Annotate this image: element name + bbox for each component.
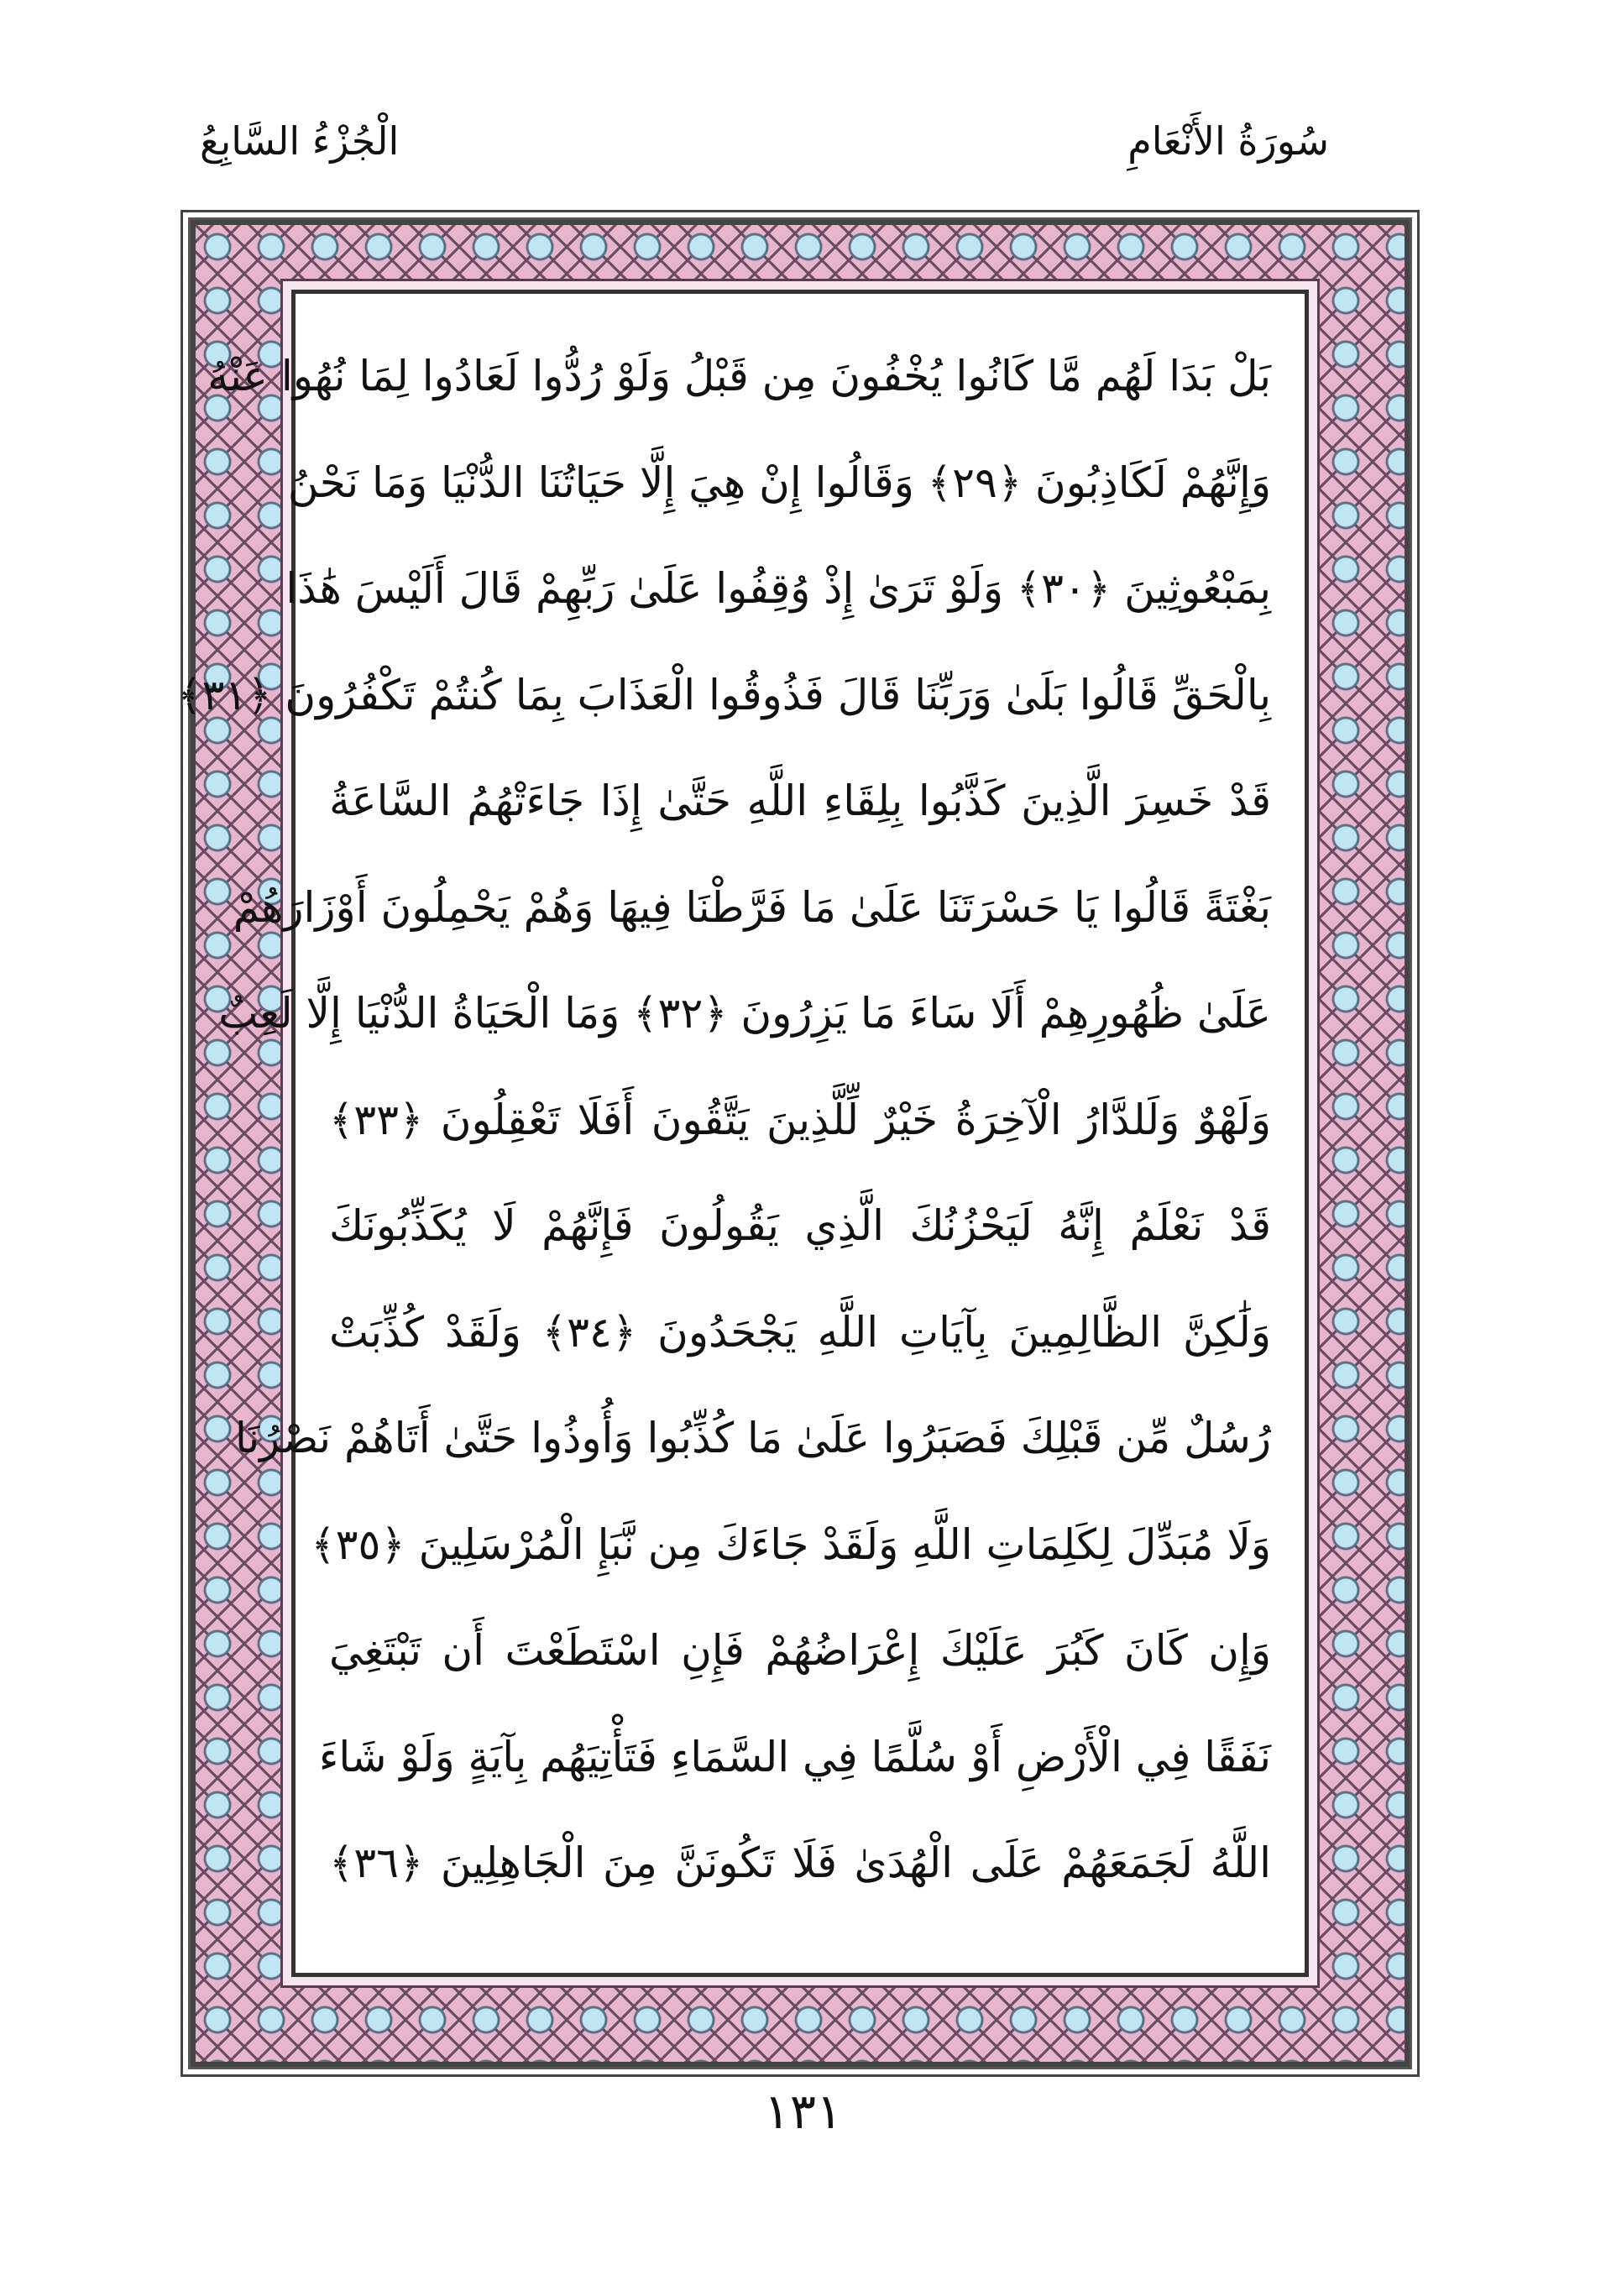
surah-title: سُورَةُ الأَنْعَامِ — [1127, 118, 1329, 164]
verse-line: وَإِن كَانَ كَبُرَ عَلَيْكَ إِعْرَاضُهُمْ فَإِنِ اسْتَطَعْتَ أَن تَبْتَغِيَ — [329, 1626, 1271, 1675]
verse-line: قَدْ خَسِرَ الَّذِينَ كَذَّبُوا بِلِقَاءِ اللَّهِ حَتَّىٰ إِذَا جَاءَتْهُمُ السَّاعَةُ — [329, 777, 1271, 825]
verse-line: عَلَىٰ ظُهُورِهِمْ أَلَا سَاءَ مَا يَزِرُونَ ﴿٣٢﴾ وَمَا الْحَيَاةُ الدُّنْيَا إِلَّا لَعِبٌ — [218, 989, 1271, 1038]
verse-line: نَفَقًا فِي الْأَرْضِ أَوْ سُلَّمًا فِي السَّمَاءِ فَتَأْتِيَهُم بِآيَةٍ وَلَوْ شَاءَ — [318, 1732, 1271, 1781]
verse-line: اللَّهُ لَجَمَعَهُمْ عَلَى الْهُدَىٰ فَلَا تَكُونَنَّ مِنَ الْجَاهِلِينَ ﴿٣٦﴾ — [329, 1838, 1271, 1887]
verse-line: وَلَا مُبَدِّلَ لِكَلِمَاتِ اللَّهِ وَلَقَدْ جَاءَكَ مِن نَّبَإِ الْمُرْسَلِينَ ﴿٣٥﴾ — [311, 1519, 1271, 1569]
verse-lines — [177, 323, 1271, 1917]
verse-line: بَلْ بَدَا لَهُم مَّا كَانُوا يُخْفُونَ مِن قَبْلُ وَلَوْ رُدُّوا لَعَادُوا لِمَا نُهُوا عَنْهُ — [207, 352, 1271, 400]
verse-line: وَلَٰكِنَّ الظَّالِمِينَ بِآيَاتِ اللَّهِ يَجْحَدُونَ ﴿٣٤﴾ وَلَقَدْ كُذِّبَتْ — [329, 1307, 1271, 1357]
verse-line: بِمَبْعُوثِينَ ﴿٣٠﴾ وَلَوْ تَرَىٰ إِذْ وُقِفُوا عَلَىٰ رَبِّهِمْ قَالَ أَلَيْسَ هَٰذَا — [285, 564, 1271, 613]
verse-line: وَإِنَّهُمْ لَكَاذِبُونَ ﴿٢٩﴾ وَقَالُوا إِنْ هِيَ إِلَّا حَيَاتُنَا الدُّنْيَا وَمَا نَحْنُ — [287, 458, 1271, 507]
verse-line: بَغْتَةً قَالُوا يَا حَسْرَتَنَا عَلَىٰ مَا فَرَّطْنَا فِيهَا وَهُمْ يَحْمِلُونَ أَوْزَارَهُمْ — [233, 882, 1271, 932]
verse-line: قَدْ نَعْلَمُ إِنَّهُ لَيَحْزُنُكَ الَّذِي يَقُولُونَ فَإِنَّهُمْ لَا يُكَذِّبُونَكَ — [329, 1201, 1271, 1250]
verse-line: وَلَهْوٌ وَلَلدَّارُ الْآخِرَةُ خَيْرٌ لِّلَّذِينَ يَتَّقُونَ أَفَلَا تَعْقِلُونَ ﴿٣٣﴾ — [329, 1095, 1271, 1144]
page-number: ١٣١ — [763, 2083, 843, 2140]
verse-line: رُسُلٌ مِّن قَبْلِكَ فَصَبَرُوا عَلَىٰ مَا كُذِّبُوا وَأُوذُوا حَتَّىٰ أَتَاهُمْ نَصْرُنَا — [235, 1414, 1271, 1462]
verse-line: بِالْحَقِّ قَالُوا بَلَىٰ وَرَبِّنَا قَالَ فَذُوقُوا الْعَذَابَ بِمَا كُنتُمْ تَكْفُرُونَ ﴿٣١﴾ — [177, 670, 1271, 719]
juz-title: الْجُزْءُ السَّابِعُ — [200, 118, 400, 164]
